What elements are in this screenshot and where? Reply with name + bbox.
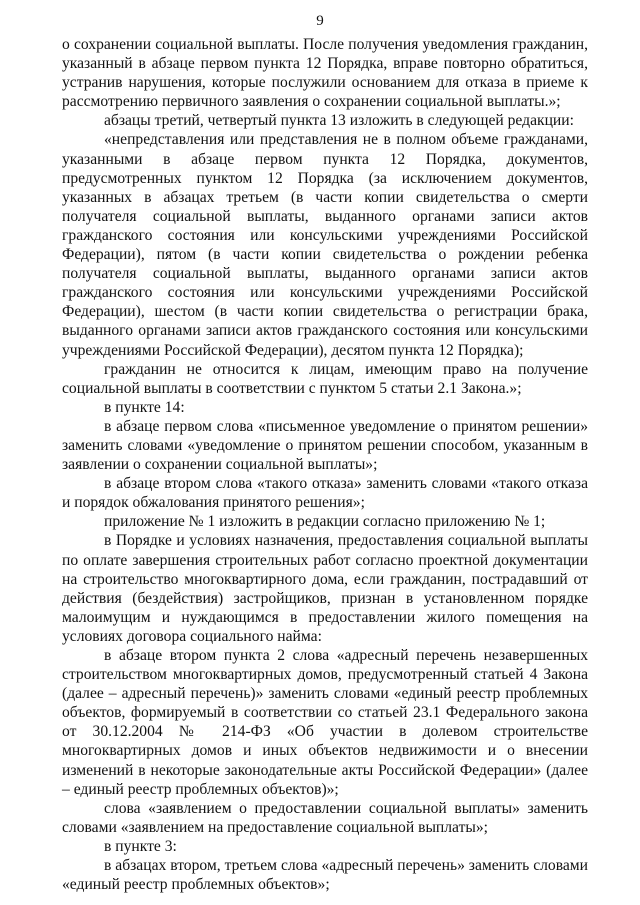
paragraph: в абзацах втором, третьем слова «адресный перечень» заменить словами «единый реестр проблемных объектов»;	[62, 857, 588, 894]
paragraph: абзацы третий, четвертый пункта 13 изложить в следующей редакции:	[104, 112, 574, 130]
paragraph: слова «заявлением о предоставлении социальной выплаты» заменить словами «заявлением на предоставление социальной выплаты»;	[62, 799, 588, 836]
paragraph: о сохранении социальной выплаты. После получения уведомления гражданин, указанный в абзаце первом пункта 12 Порядка, вправе повторно обратиться, устранив нарушения, которые послужили основанием для отказа в приеме к рассмотрению первичного заявления о сохранении социальной выплаты.»;	[62, 36, 588, 111]
paragraph: приложение № 1 изложить в редакции согласно приложению № 1;	[104, 513, 546, 531]
paragraph: гражданин не относится к лицам, имеющим право на получение социальной выплаты в соответствии с пунктом 5 статьи 2.1 Закона.»;	[62, 360, 588, 397]
paragraph: в пункте 3:	[104, 837, 177, 855]
paragraph: в пункте 14:	[104, 398, 185, 416]
paragraph: в Порядке и условиях назначения, предоставления социальной выплаты по оплате завершения строительных работ согласно проектной документации на строительство многоквартирного дома, если гражданин, пострадавший от действия (бездействия) застройщиков, признан в установленном порядке малоимущим и нуждающимся в предоставлении жилого помещения на условиях договора социального найма:	[62, 532, 588, 645]
document-body	[62, 35, 588, 894]
paragraph: в абзаце втором пункта 2 слова «адресный перечень незавершенных строительством многоквартирных домов, предусмотренный статьей 4 Закона (далее – адресный перечень)» заменить словами «единый реестр проблемных объектов, формируемый в соответствии со статьей 23.1 Федерального закона от 30.12.2004 № 214-ФЗ «Об участии в долевом строительстве многоквартирных домов и иных объектов недвижимости и о внесении изменений в некоторые законодательные акты Российской Федерации» (далее – единый реестр проблемных объектов)»;	[62, 647, 588, 798]
paragraph: «непредставления или представления не в полном объеме гражданами, указанными в абзаце первом пункта 12 Порядка, документов, предусмотренных пунктом 12 Порядка (за исключением документов, указанных в абзацах третьем (в части копии свидетельства о смерти получателя социальной выплаты, выданного органами записи актов гражданского состояния или консульскими учреждениями Российской Федерации), пятом (в части копии свидетельства о рождении ребенка получателя социальной выплаты, выданного органами записи актов гражданского состояния или консульскими учреждениями Российской Федерации), шестом (в части копии свидетельства о регистрации брака, выданного органами записи актов гражданского состояния или консульскими учреждениями Российской Федерации), десятом пункта 12 Порядка);	[62, 131, 588, 359]
paragraph: в абзаце первом слова «письменное уведомление о принятом решении» заменить словами «уведомление о принятом решении способом, указанным в заявлении о сохранении социальной выплаты»;	[62, 417, 588, 474]
page-number: 9	[316, 13, 324, 29]
paragraph: в абзаце втором слова «такого отказа» заменить словами «такого отказа и порядок обжалования принятого решения»;	[62, 475, 588, 512]
